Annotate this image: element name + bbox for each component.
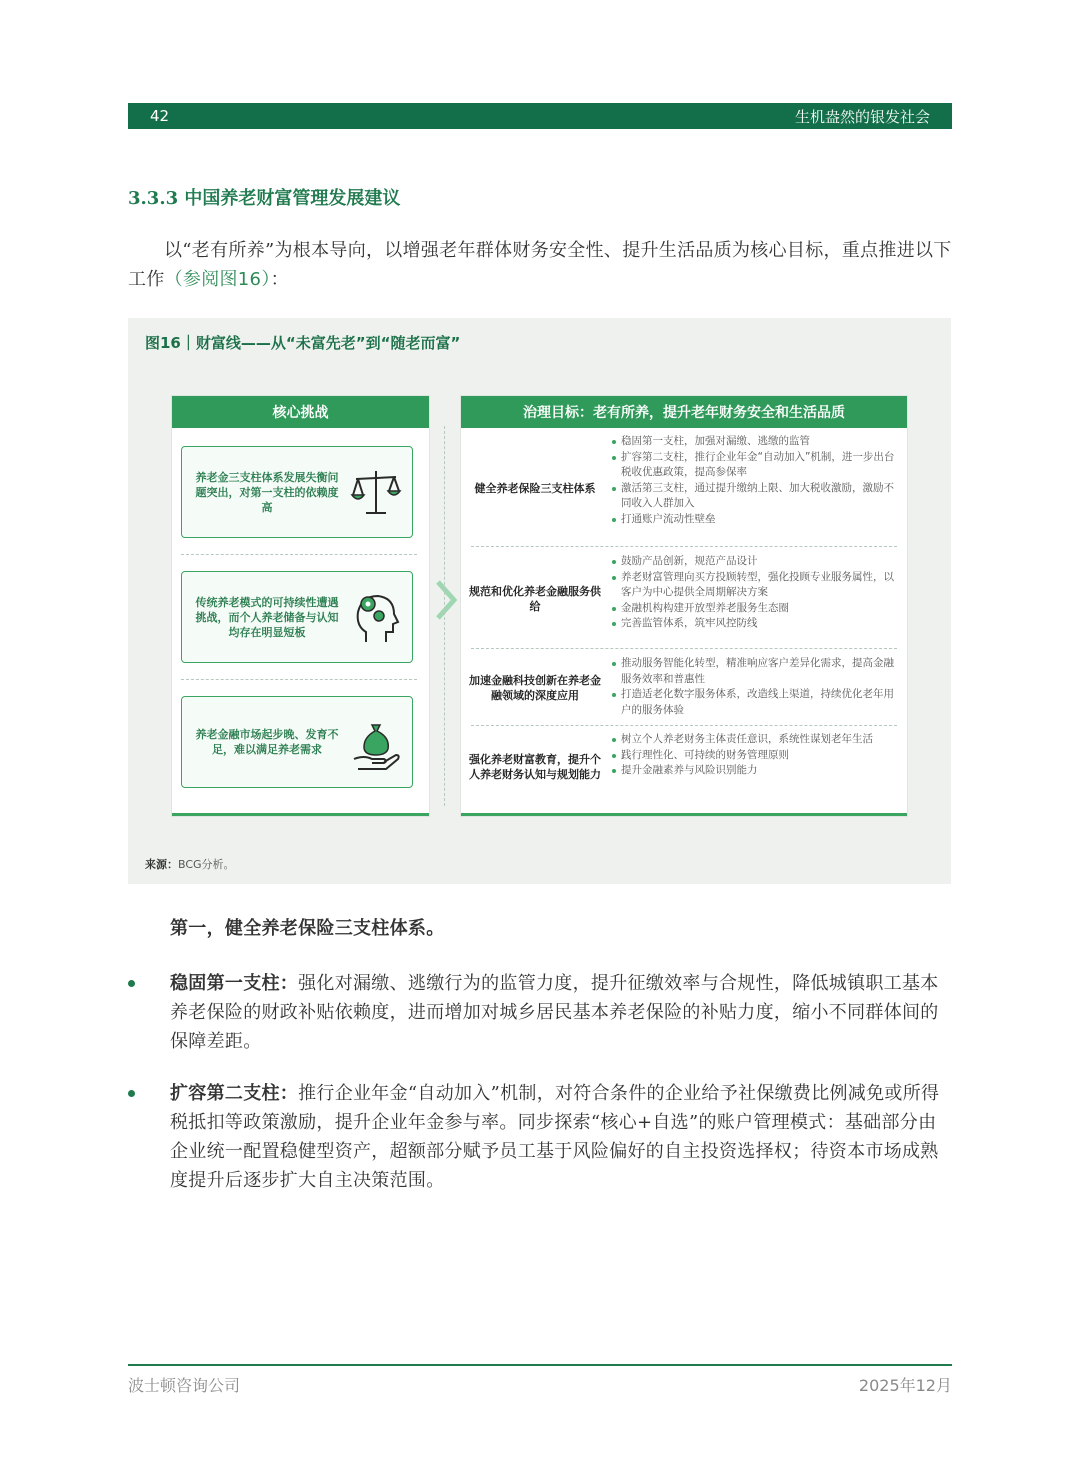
first-heading: 第一，健全养老保险三支柱体系。 — [170, 918, 445, 939]
source-text: BCG分析。 — [178, 858, 235, 871]
scale-icon — [350, 465, 402, 521]
footer-date: 2025年12月 — [858, 1376, 952, 1395]
list-item: 提升金融素养与风险识别能力 — [611, 763, 897, 779]
goal-list — [611, 434, 897, 527]
footer-company: 波士顿咨询公司 — [128, 1376, 241, 1395]
goal-list — [611, 732, 897, 779]
intro-paragraph — [128, 236, 952, 294]
footer-divider — [128, 1364, 952, 1366]
figure-16 — [128, 318, 951, 884]
goal-label: 强化养老财富教育，提升个人养老财务认知与规划能力 — [469, 753, 601, 781]
challenge-card — [181, 446, 413, 538]
goal-label: 加速金融科技创新在养老金融领域的深度应用 — [469, 674, 601, 702]
list-item: 践行理性化、可持续的财务管理原则 — [611, 748, 897, 764]
challenges-header: 核心挑战 — [172, 396, 429, 428]
figure-reference-link[interactable]: （参阅图16） — [164, 269, 271, 290]
intro-end: ： — [270, 269, 289, 290]
goal-row — [461, 732, 907, 802]
goals-header: 治理目标：老有所养，提升老年财务安全和生活品质 — [461, 396, 907, 428]
challenge-card — [181, 696, 413, 788]
page-footer — [128, 1373, 952, 1396]
head-gear-icon — [350, 590, 402, 646]
list-item: 树立个人养老财务主体责任意识，系统性谋划老年生活 — [611, 732, 897, 748]
challenges-panel — [172, 396, 429, 816]
list-item: 金融机构构建开放型养老服务生态圈 — [611, 601, 897, 617]
list-item: 打通账户流动性壁垒 — [611, 512, 897, 528]
bullet-term: 扩容第二支柱： — [170, 1083, 299, 1104]
goal-row — [461, 434, 907, 542]
goal-label: 健全养老保险三支柱体系 — [474, 481, 596, 495]
bullet-icon — [128, 980, 135, 987]
challenge-card — [181, 571, 413, 663]
money-bag-hand-icon — [350, 715, 402, 771]
challenge-text: 养老金三支柱体系发展失衡问题突出，对第一支柱的依赖度高 — [195, 470, 339, 514]
goal-list — [611, 554, 897, 632]
goals-panel — [461, 396, 907, 816]
page-number: 42 — [150, 107, 170, 125]
list-item: 扩容第二支柱，推行企业年金“自动加入”机制，进一步出台税收优惠政策，提高参保率 — [611, 450, 897, 481]
list-item: 稳固第一支柱，加强对漏缴、逃缴的监管 — [611, 434, 897, 450]
list-item: 激活第三支柱，通过提升缴纳上限、加大税收激励，激励不同收入人群加入 — [611, 481, 897, 512]
bullet-text: 推行企业年金“自动加入”机制，对符合条件的企业给予社保缴费比例减免或所得税抵扣等政策激励，提升企业年金参与率。同步探索“核心+自选”的账户管理模式：基础部分由企业统一配置稳健型资产，超额部分赋予员工基于风险偏好的自主投资选择权；待资本市场成熟度提升后逐步扩大自主决策范围。 — [170, 1083, 940, 1191]
intro-text: 以“老有所养”为根本导向，以增强老年群体财务安全性、提升生活品质为核心目标，重点推进以下工作 — [128, 240, 952, 290]
list-item: 打造适老化数字服务体系，改造线上渠道，持续优化老年用户的服务体验 — [611, 687, 897, 718]
bullet-text: 强化对漏缴、逃缴行为的监管力度，提升征缴效率与合规性，降低城镇职工基本养老保险的财政补贴依赖度，进而增加对城乡居民基本养老保险的补贴力度，缩小不同群体间的保障差距。 — [170, 973, 939, 1052]
report-title: 生机盎然的银发社会 — [794, 107, 930, 126]
figure-title: 图16｜财富线——从“未富先老”到“随老而富” — [145, 334, 461, 352]
challenge-text: 传统养老模式的可持续性遭遇挑战，而个人养老储备与认知均存在明显短板 — [195, 595, 339, 639]
challenge-text: 养老金融市场起步晚、发育不足，难以满足养老需求 — [195, 728, 339, 756]
goal-row — [461, 554, 907, 644]
page-header — [128, 103, 952, 129]
list-item: 养老财富管理向买方投顾转型，强化投顾专业服务属性，以客户为中心提供全周期解决方案 — [611, 570, 897, 601]
list-item: 完善监管体系，筑牢风控防线 — [611, 616, 897, 632]
chevron-right-icon — [434, 580, 458, 620]
list-item: 推动服务智能化转型，精准响应客户差异化需求，提高金融服务效率和普惠性 — [611, 656, 897, 687]
source-label: 来源： — [145, 858, 178, 871]
goal-row — [461, 656, 907, 720]
bullet-icon — [128, 1090, 135, 1097]
bullet-paragraph — [170, 969, 952, 1056]
bullet-term: 稳固第一支柱： — [170, 973, 299, 994]
list-item: 鼓励产品创新，规范产品设计 — [611, 554, 897, 570]
bullet-paragraph — [170, 1079, 952, 1195]
goal-list — [611, 656, 897, 718]
section-title: 3.3.3 中国养老财富管理发展建议 — [128, 188, 401, 209]
figure-source — [145, 856, 235, 872]
goal-label: 规范和优化养老金融服务供给 — [469, 585, 601, 613]
